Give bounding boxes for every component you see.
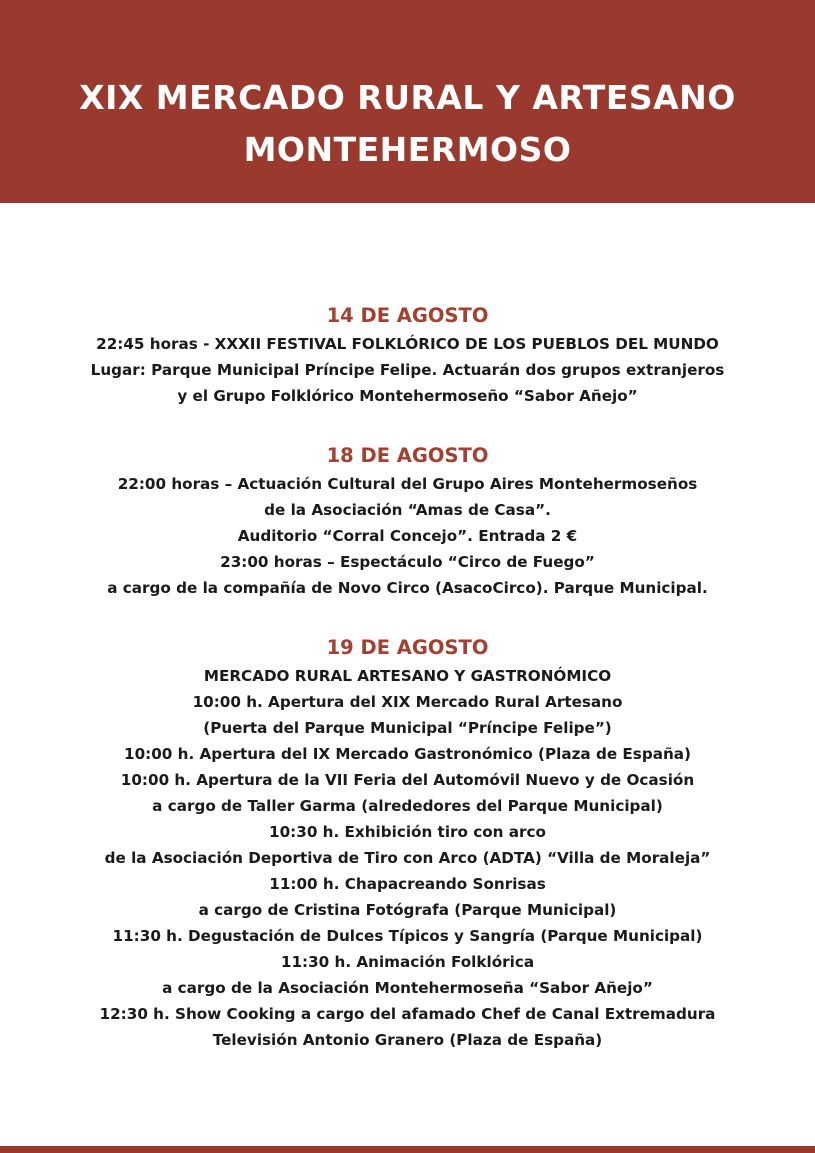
program-line: 10:00 h. Apertura de la VII Feria del Automóvil Nuevo y de Ocasión — [120, 771, 695, 789]
program-line: 10:00 h. Apertura del XIX Mercado Rural Artesano — [192, 693, 623, 711]
program-line: 10:30 h. Exhibición tiro con arco — [269, 823, 546, 841]
program-line: 11:30 h. Animación Folklórica — [280, 953, 535, 971]
bottom-accent-bar — [0, 1146, 815, 1153]
program-line: y el Grupo Folklórico Montehermoseño “Sabor Añejo” — [177, 387, 638, 405]
program-line: (Puerta del Parque Municipal “Príncipe Felipe”) — [203, 719, 612, 737]
page-title-line-2: MONTEHERMOSO — [243, 130, 572, 169]
program-line: Auditorio “Corral Concejo”. Entrada 2 € — [237, 527, 578, 545]
program-line: a cargo de Taller Garma (alrededores del Parque Municipal) — [152, 797, 663, 815]
program-line: 22:45 horas - XXXII FESTIVAL FOLKLÓRICO DE LOS PUEBLOS DEL MUNDO — [96, 335, 719, 353]
day-heading: 19 DE AGOSTO — [326, 636, 489, 659]
title-banner — [0, 0, 815, 203]
program-line: 22:00 horas – Actuación Cultural del Grupo Aires Montehermoseños — [117, 475, 698, 493]
program-line: MERCADO RURAL ARTESANO Y GASTRONÓMICO — [203, 667, 612, 685]
program-line: a cargo de la Asociación Montehermoseña “Sabor Añejo” — [162, 979, 653, 997]
program-day-19-august — [0, 634, 815, 1053]
program-day-18-august — [0, 442, 815, 601]
program-line: 11:30 h. Degustación de Dulces Típicos y Sangría (Parque Municipal) — [112, 927, 703, 945]
program-line: Televisión Antonio Granero (Plaza de España) — [212, 1031, 603, 1049]
program-line: de la Asociación “Amas de Casa”. — [264, 501, 551, 519]
program-line: de la Asociación Deportiva de Tiro con Arco (ADTA) “Villa de Moraleja” — [104, 849, 711, 867]
program-line: 23:00 horas – Espectáculo “Circo de Fuego” — [220, 553, 595, 571]
page-title-line-1: XIX MERCADO RURAL Y ARTESANO — [79, 78, 736, 117]
day-heading: 14 DE AGOSTO — [326, 304, 489, 327]
program-line: 12:30 h. Show Cooking a cargo del afamado Chef de Canal Extremadura — [99, 1005, 716, 1023]
program-line: a cargo de Cristina Fotógrafa (Parque Municipal) — [198, 901, 617, 919]
program-line: 10:00 h. Apertura del IX Mercado Gastronómico (Plaza de España) — [124, 745, 691, 763]
program-day-14-august — [0, 302, 815, 409]
program-line: 11:00 h. Chapacreando Sonrisas — [269, 875, 546, 893]
program-line: a cargo de la compañía de Novo Circo (AsacoCirco). Parque Municipal. — [107, 579, 708, 597]
day-heading: 18 DE AGOSTO — [326, 444, 489, 467]
program-line: Lugar: Parque Municipal Príncipe Felipe. Actuarán dos grupos extranjeros — [90, 361, 725, 379]
